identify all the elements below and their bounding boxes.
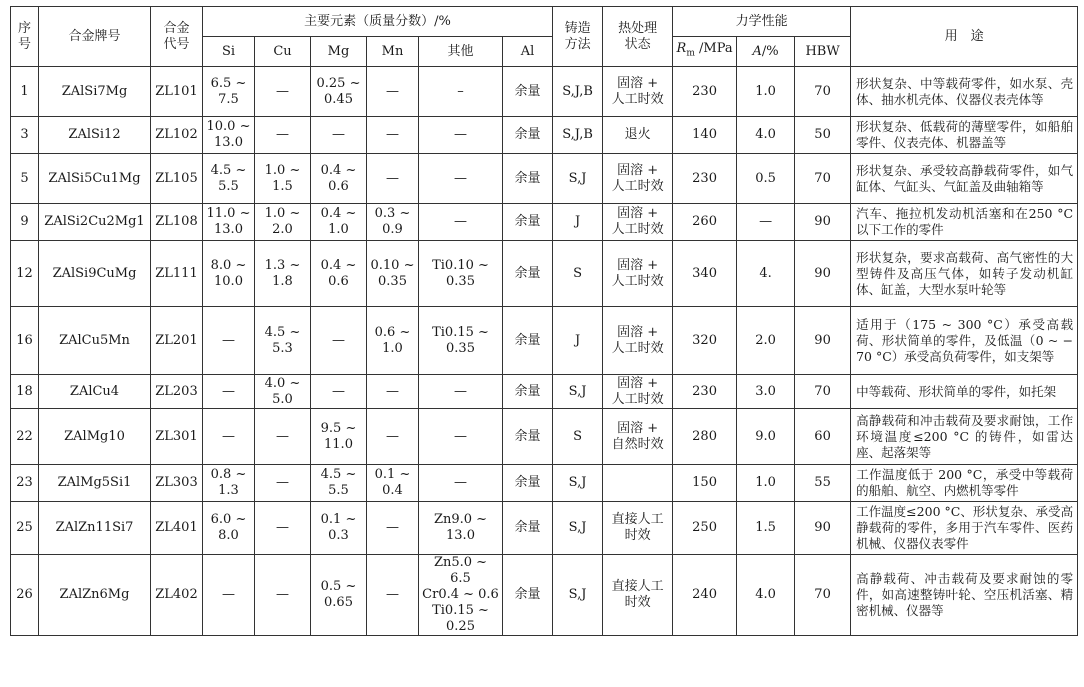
cell-a: 9.0 <box>737 409 795 465</box>
cell-a: 4. <box>737 241 795 307</box>
cell-al: 余量 <box>503 465 553 502</box>
cell-mn: — <box>367 67 419 117</box>
cell-heat: 固溶 + 人工时效 <box>603 307 673 375</box>
cell-use: 形状复杂、中等载荷零件，如水泵、壳体、抽水机壳体、仪器仪表壳体等 <box>851 67 1078 117</box>
cell-al: 余量 <box>503 117 553 154</box>
header-hbw: HBW <box>795 37 851 67</box>
header-use: 用 途 <box>851 7 1078 67</box>
cell-heat: 固溶 + 人工时效 <box>603 204 673 241</box>
cell-mg: 0.4 ~ 1.0 <box>311 204 367 241</box>
cell-other: — <box>419 117 503 154</box>
header-rm-unit: /MPa <box>694 41 733 57</box>
cell-rm: 280 <box>673 409 737 465</box>
cell-a: 3.0 <box>737 375 795 409</box>
cell-code: ZL301 <box>151 409 203 465</box>
cell-hbw: 50 <box>795 117 851 154</box>
cell-use: 汽车、拖拉机发动机活塞和在250 °C 以下工作的零件 <box>851 204 1078 241</box>
cell-al: 余量 <box>503 241 553 307</box>
cell-casting: S <box>553 241 603 307</box>
header-rm <box>673 37 737 67</box>
table-header <box>11 7 1078 67</box>
cell-al: 余量 <box>503 67 553 117</box>
cell-other: Zn5.0 ~ 6.5 Cr0.4 ~ 0.6 Ti0.15 ~ 0.25 <box>419 555 503 636</box>
cell-al: 余量 <box>503 555 553 636</box>
cell-rm: 230 <box>673 375 737 409</box>
cell-casting: S,J <box>553 555 603 636</box>
cell-seq: 22 <box>11 409 39 465</box>
header-si: Si <box>203 37 255 67</box>
cell-hbw: 55 <box>795 465 851 502</box>
cell-seq: 16 <box>11 307 39 375</box>
cell-a: 4.0 <box>737 117 795 154</box>
cell-a: — <box>737 204 795 241</box>
table-row <box>11 154 1078 204</box>
header-casting: 铸造 方法 <box>553 7 603 67</box>
cell-mg: 0.4 ~ 0.6 <box>311 241 367 307</box>
cell-hbw: 60 <box>795 409 851 465</box>
header-a <box>737 37 795 67</box>
table-row <box>11 67 1078 117</box>
cell-si: 10.0 ~ 13.0 <box>203 117 255 154</box>
cell-code: ZL402 <box>151 555 203 636</box>
cell-casting: S,J <box>553 502 603 555</box>
cell-si: 0.8 ~ 1.3 <box>203 465 255 502</box>
cell-code: ZL203 <box>151 375 203 409</box>
cell-casting: S <box>553 409 603 465</box>
cell-grade: ZAlSi9CuMg <box>39 241 151 307</box>
cell-use: 形状复杂、承受较高静载荷零件，如气缸体、气缸头、气缸盖及曲轴箱等 <box>851 154 1078 204</box>
cell-seq: 26 <box>11 555 39 636</box>
cell-code: ZL102 <box>151 117 203 154</box>
cell-grade: ZAlCu4 <box>39 375 151 409</box>
cell-mg: — <box>311 117 367 154</box>
cell-casting: S,J <box>553 465 603 502</box>
cell-cu: 4.5 ~ 5.3 <box>255 307 311 375</box>
cell-heat: 固溶 + 人工时效 <box>603 154 673 204</box>
cell-si: — <box>203 409 255 465</box>
cell-al: 余量 <box>503 375 553 409</box>
cell-cu: 1.0 ~ 1.5 <box>255 154 311 204</box>
cell-grade: ZAlMg10 <box>39 409 151 465</box>
cell-al: 余量 <box>503 204 553 241</box>
cell-code: ZL111 <box>151 241 203 307</box>
cell-casting: S,J,B <box>553 117 603 154</box>
table-row <box>11 375 1078 409</box>
cell-mg: 0.4 ~ 0.6 <box>311 154 367 204</box>
table-row <box>11 465 1078 502</box>
cell-rm: 320 <box>673 307 737 375</box>
header-rm-subscript: m <box>686 48 695 59</box>
cell-code: ZL201 <box>151 307 203 375</box>
cell-a: 1.0 <box>737 67 795 117</box>
cell-hbw: 90 <box>795 307 851 375</box>
header-seq: 序 号 <box>11 7 39 67</box>
cell-rm: 140 <box>673 117 737 154</box>
cell-code: ZL303 <box>151 465 203 502</box>
header-rm-symbol: R <box>676 41 687 57</box>
header-main-elements: 主要元素（质量分数）/% <box>203 7 553 37</box>
cell-si: 6.5 ~ 7.5 <box>203 67 255 117</box>
cell-cu: — <box>255 67 311 117</box>
cell-cu: 1.3 ~ 1.8 <box>255 241 311 307</box>
cell-hbw: 70 <box>795 154 851 204</box>
cell-cu: 1.0 ~ 2.0 <box>255 204 311 241</box>
cell-mn: — <box>367 409 419 465</box>
cell-mg: 9.5 ~ 11.0 <box>311 409 367 465</box>
header-al: Al <box>503 37 553 67</box>
cell-al: 余量 <box>503 154 553 204</box>
cell-hbw: 70 <box>795 375 851 409</box>
header-mg: Mg <box>311 37 367 67</box>
header-cu: Cu <box>255 37 311 67</box>
cell-a: 4.0 <box>737 555 795 636</box>
cell-si: 4.5 ~ 5.5 <box>203 154 255 204</box>
cell-si: 6.0 ~ 8.0 <box>203 502 255 555</box>
header-a-unit: /% <box>761 43 779 59</box>
cell-heat: 固溶 + 人工时效 <box>603 67 673 117</box>
header-mn: Mn <box>367 37 419 67</box>
cell-cu: — <box>255 117 311 154</box>
cell-mg: 0.5 ~ 0.65 <box>311 555 367 636</box>
cell-grade: ZAlCu5Mn <box>39 307 151 375</box>
cell-use: 高静载荷、冲击载荷及要求耐蚀的零件，如高速整铸叶轮、空压机活塞、精密机械、仪器等 <box>851 555 1078 636</box>
header-code: 合金 代号 <box>151 7 203 67</box>
cell-other: Zn9.0 ~ 13.0 <box>419 502 503 555</box>
table-row <box>11 307 1078 375</box>
cell-mg: 0.25 ~ 0.45 <box>311 67 367 117</box>
cell-mg: — <box>311 375 367 409</box>
cell-a: 1.0 <box>737 465 795 502</box>
cell-use: 形状复杂、低载荷的薄壁零件，如船舶零件、仪表壳体、机器盖等 <box>851 117 1078 154</box>
cell-grade: ZAlMg5Si1 <box>39 465 151 502</box>
cell-other: — <box>419 409 503 465</box>
cell-casting: S,J <box>553 154 603 204</box>
cell-a: 2.0 <box>737 307 795 375</box>
cell-grade: ZAlZn6Mg <box>39 555 151 636</box>
cell-grade: ZAlSi2Cu2Mg1 <box>39 204 151 241</box>
cell-cu: — <box>255 502 311 555</box>
cell-other: Ti0.15 ~ 0.35 <box>419 307 503 375</box>
cell-seq: 5 <box>11 154 39 204</box>
cell-rm: 260 <box>673 204 737 241</box>
cell-heat: 固溶 + 人工时效 <box>603 241 673 307</box>
cell-other: — <box>419 204 503 241</box>
alloy-table-wrapper <box>10 6 1077 636</box>
cell-casting: S,J,B <box>553 67 603 117</box>
table-row <box>11 502 1078 555</box>
cell-si: — <box>203 555 255 636</box>
cell-seq: 23 <box>11 465 39 502</box>
cell-mg: 0.1 ~ 0.3 <box>311 502 367 555</box>
alloy-properties-table <box>10 6 1078 636</box>
cell-si: 11.0 ~ 13.0 <box>203 204 255 241</box>
table-row <box>11 204 1078 241</box>
table-row <box>11 409 1078 465</box>
cell-hbw: 70 <box>795 67 851 117</box>
cell-mn: 0.6 ~ 1.0 <box>367 307 419 375</box>
cell-hbw: 90 <box>795 241 851 307</box>
cell-use: 形状复杂，要求高载荷、高气密性的大型铸件及高压气体，如转子发动机缸体、缸盖，大型水泵叶轮等 <box>851 241 1078 307</box>
cell-use: 工作温度低于 200 °C，承受中等载荷的船舶、航空、内燃机等零件 <box>851 465 1078 502</box>
cell-use: 工作温度≤200 °C、形状复杂、承受高静载荷的零件，多用于汽车零件、医药机械、仪器仪表零件 <box>851 502 1078 555</box>
cell-grade: ZAlSi12 <box>39 117 151 154</box>
header-a-symbol: A <box>752 43 762 59</box>
cell-casting: J <box>553 307 603 375</box>
header-other: 其他 <box>419 37 503 67</box>
cell-heat <box>603 465 673 502</box>
cell-use: 高静载荷和冲击载荷及要求耐蚀，工作环境温度≤200 °C 的铸件，如雷达座、起落架等 <box>851 409 1078 465</box>
cell-seq: 9 <box>11 204 39 241</box>
cell-rm: 340 <box>673 241 737 307</box>
cell-heat: 直接人工 时效 <box>603 555 673 636</box>
cell-hbw: 70 <box>795 555 851 636</box>
table-row <box>11 117 1078 154</box>
cell-mn: — <box>367 117 419 154</box>
cell-si: — <box>203 307 255 375</box>
cell-rm: 230 <box>673 67 737 117</box>
cell-casting: S,J <box>553 375 603 409</box>
cell-grade: ZAlSi7Mg <box>39 67 151 117</box>
cell-rm: 150 <box>673 465 737 502</box>
cell-grade: ZAlSi5Cu1Mg <box>39 154 151 204</box>
cell-seq: 12 <box>11 241 39 307</box>
cell-a: 0.5 <box>737 154 795 204</box>
cell-mn: — <box>367 154 419 204</box>
cell-other: — <box>419 154 503 204</box>
header-mech: 力学性能 <box>673 7 851 37</box>
cell-hbw: 90 <box>795 204 851 241</box>
cell-code: ZL105 <box>151 154 203 204</box>
cell-rm: 250 <box>673 502 737 555</box>
cell-heat: 直接人工 时效 <box>603 502 673 555</box>
cell-code: ZL108 <box>151 204 203 241</box>
cell-mn: — <box>367 555 419 636</box>
cell-heat: 固溶 + 人工时效 <box>603 375 673 409</box>
cell-seq: 25 <box>11 502 39 555</box>
cell-mn: — <box>367 375 419 409</box>
cell-al: 余量 <box>503 409 553 465</box>
cell-other: – <box>419 67 503 117</box>
cell-hbw: 90 <box>795 502 851 555</box>
cell-al: 余量 <box>503 307 553 375</box>
cell-grade: ZAlZn11Si7 <box>39 502 151 555</box>
cell-use: 中等载荷、形状简单的零件，如托架 <box>851 375 1078 409</box>
cell-rm: 240 <box>673 555 737 636</box>
cell-mg: 4.5 ~ 5.5 <box>311 465 367 502</box>
cell-code: ZL101 <box>151 67 203 117</box>
cell-seq: 18 <box>11 375 39 409</box>
cell-mn: 0.3 ~ 0.9 <box>367 204 419 241</box>
cell-heat: 固溶 + 自然时效 <box>603 409 673 465</box>
cell-rm: 230 <box>673 154 737 204</box>
header-heat: 热处理 状态 <box>603 7 673 67</box>
cell-si: — <box>203 375 255 409</box>
cell-mn: 0.10 ~ 0.35 <box>367 241 419 307</box>
cell-cu: 4.0 ~ 5.0 <box>255 375 311 409</box>
cell-si: 8.0 ~ 10.0 <box>203 241 255 307</box>
cell-code: ZL401 <box>151 502 203 555</box>
cell-al: 余量 <box>503 502 553 555</box>
cell-mn: — <box>367 502 419 555</box>
cell-a: 1.5 <box>737 502 795 555</box>
cell-heat: 退火 <box>603 117 673 154</box>
cell-seq: 3 <box>11 117 39 154</box>
cell-cu: — <box>255 555 311 636</box>
table-row <box>11 555 1078 636</box>
cell-other: — <box>419 375 503 409</box>
cell-seq: 1 <box>11 67 39 117</box>
header-grade: 合金牌号 <box>39 7 151 67</box>
cell-other: Ti0.10 ~ 0.35 <box>419 241 503 307</box>
cell-cu: — <box>255 409 311 465</box>
cell-other: — <box>419 465 503 502</box>
cell-mg: — <box>311 307 367 375</box>
cell-casting: J <box>553 204 603 241</box>
cell-cu: — <box>255 465 311 502</box>
table-row <box>11 241 1078 307</box>
table-body <box>11 67 1078 636</box>
cell-use: 适用于（175 ~ 300 °C）承受高载荷、形状简单的零件，及低温（0 ~ − 70 °C）承受高负荷零件，如支架等 <box>851 307 1078 375</box>
cell-mn: 0.1 ~ 0.4 <box>367 465 419 502</box>
